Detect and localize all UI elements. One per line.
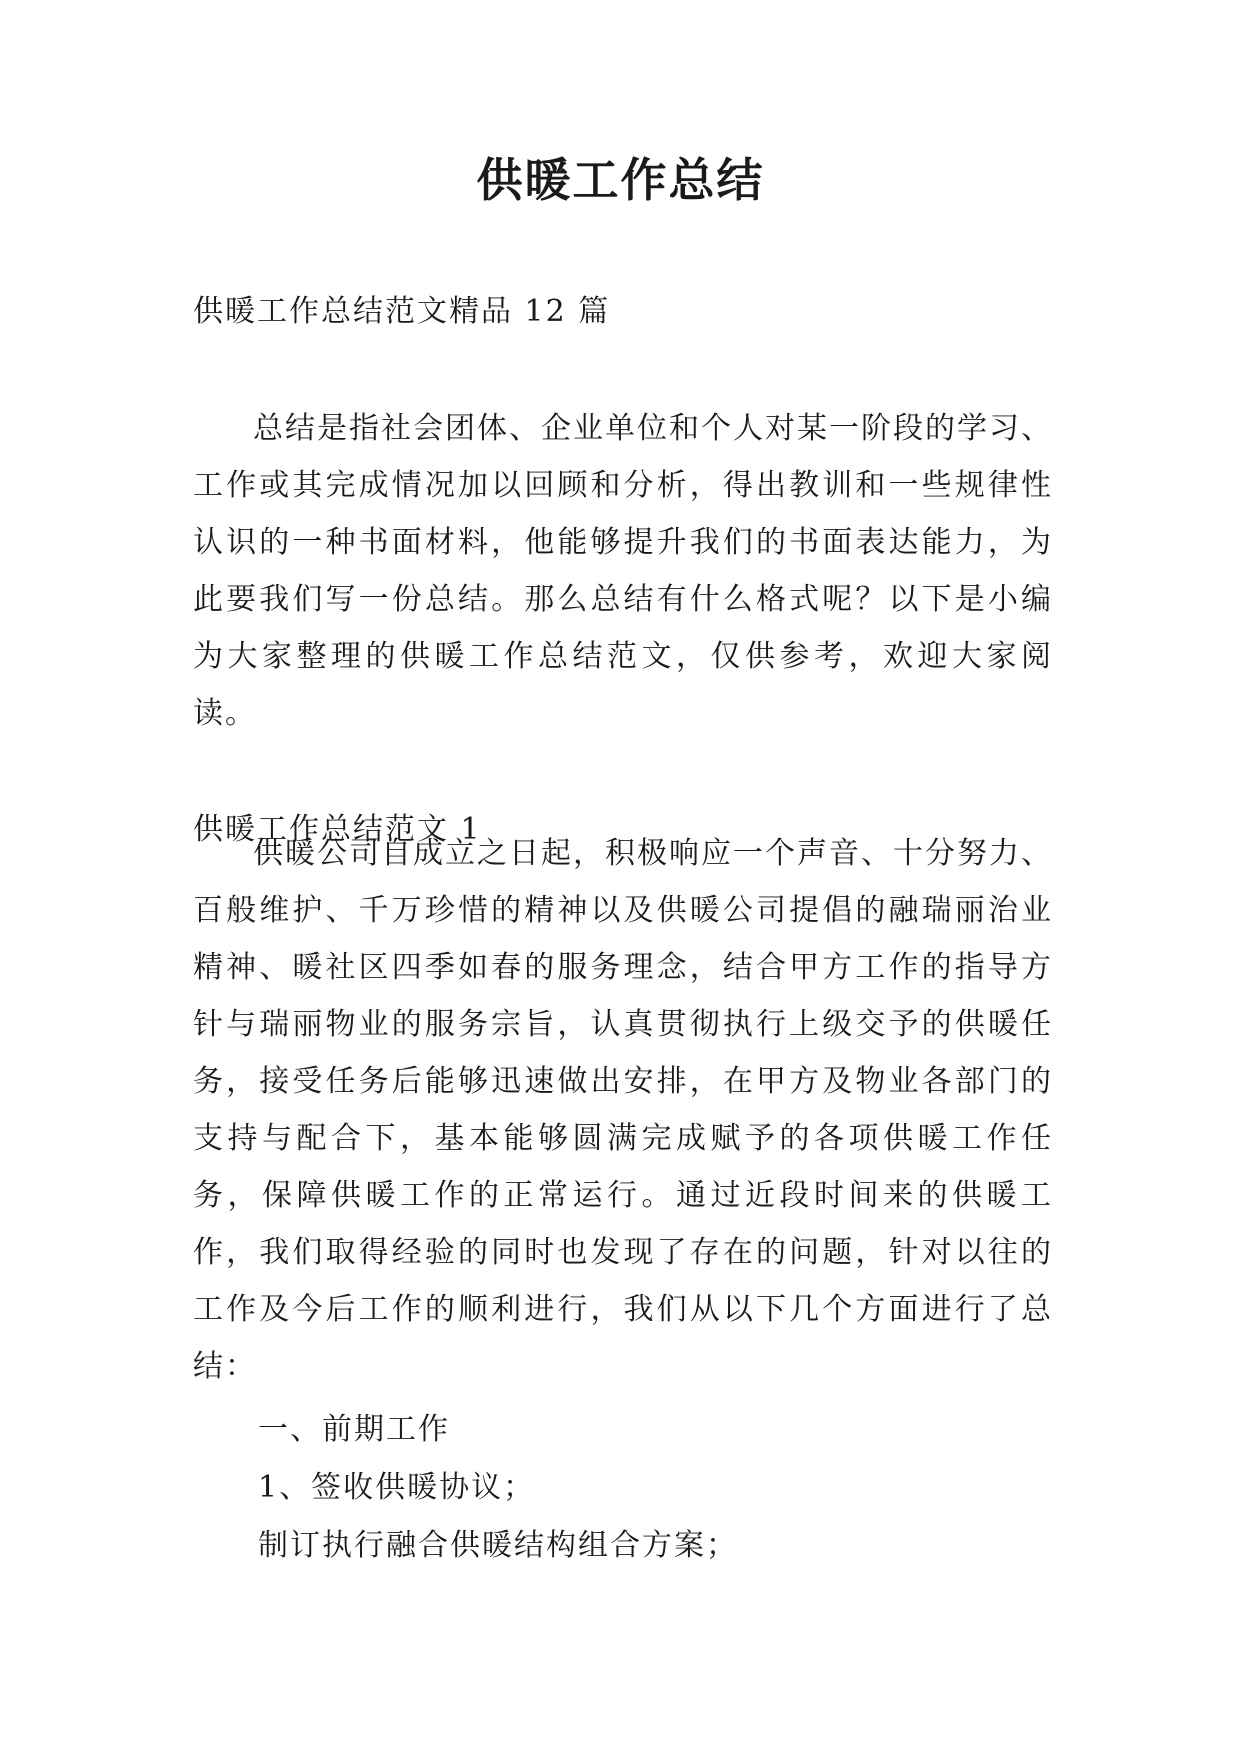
list-item-2: 制订执行融合供暖结构组合方案； [258, 1528, 738, 1563]
list-heading: 一、前期工作 [258, 1412, 450, 1447]
intro-block [193, 400, 1053, 742]
document-subtitle: 供暖工作总结范文精品 12 篇 [193, 294, 611, 329]
section-paragraph: 供暖公司自成立之日起，积极响应一个声音、十分努力、百般维护、千万珍惜的精神以及供暖公司提倡的融瑞丽治业精神、暖社区四季如春的服务理念，结合甲方工作的指导方针与瑞丽物业的服务宗旨，认真贯彻执行上级交予的供暖任务，接受任务后能够迅速做出安排，在甲方及物业各部门的支持与配合下，基本能够圆满完成赋予的各项供暖工作任务，保障供暖工作的正常运行。通过近段时间来的供暖工作，我们取得经验的同时也发现了存在的问题，针对以往的工作及今后工作的顺利进行，我们从以下几个方面进行了总结： [193, 836, 1053, 1384]
section-heading: 供暖工作总结范文 1 [193, 812, 482, 847]
document-title: 供暖工作总结 [476, 153, 765, 207]
section-body-block [193, 825, 1053, 1395]
list-item-1: 1、签收供暖协议； [258, 1470, 536, 1505]
intro-paragraph: 总结是指社会团体、企业单位和个人对某一阶段的学习、工作或其完成情况加以回顾和分析，得出教训和一些规律性认识的一种书面材料，他能够提升我们的书面表达能力，为此要我们写一份总结。那么总结有什么格式呢？以下是小编为大家整理的供暖工作总结范文，仅供参考，欢迎大家阅读。 [193, 411, 1053, 731]
